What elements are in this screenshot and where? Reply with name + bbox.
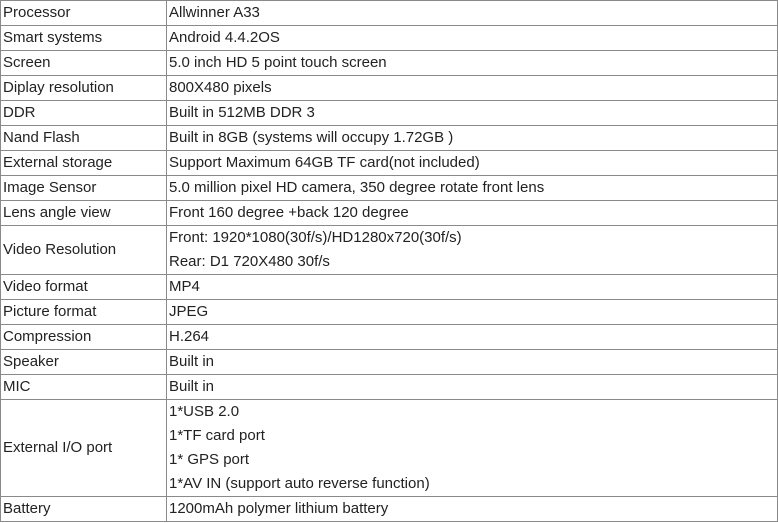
spec-value [167, 400, 778, 497]
spec-label: Processor [1, 1, 167, 26]
spec-row-nand-flash [1, 126, 778, 151]
spec-label: External storage [1, 151, 167, 176]
spec-value: Android 4.4.2OS [167, 26, 778, 51]
spec-label: MIC [1, 375, 167, 400]
spec-label: Speaker [1, 350, 167, 375]
spec-row-video-format [1, 275, 778, 300]
spec-value: Built in [167, 375, 778, 400]
spec-row-battery [1, 497, 778, 522]
spec-row-mic [1, 375, 778, 400]
spec-value: JPEG [167, 300, 778, 325]
spec-value: Support Maximum 64GB TF card(not included) [167, 151, 778, 176]
spec-value-line: 1*USB 2.0 [169, 403, 240, 420]
spec-value: 800X480 pixels [167, 76, 778, 101]
spec-row-screen [1, 51, 778, 76]
spec-value: Allwinner A33 [167, 1, 778, 26]
spec-label: Video Resolution [1, 226, 167, 275]
spec-row-compression [1, 325, 778, 350]
spec-label: Image Sensor [1, 176, 167, 201]
spec-label: Screen [1, 51, 167, 76]
spec-label: Nand Flash [1, 126, 167, 151]
spec-value: H.264 [167, 325, 778, 350]
spec-row-external-storage [1, 151, 778, 176]
spec-value: Built in 8GB (systems will occupy 1.72GB ) [167, 126, 778, 151]
spec-row-smart-systems [1, 26, 778, 51]
spec-value [167, 226, 778, 275]
spec-value: Front 160 degree +back 120 degree [167, 201, 778, 226]
spec-table-body [1, 1, 778, 522]
spec-label: Battery [1, 497, 167, 522]
spec-row-video-resolution [1, 226, 778, 275]
spec-value-line: Front: 1920*1080(30f/s)/HD1280x720(30f/s) [169, 229, 462, 246]
spec-row-image-sensor [1, 176, 778, 201]
spec-value: 5.0 million pixel HD camera, 350 degree rotate front lens [167, 176, 778, 201]
spec-value: 5.0 inch HD 5 point touch screen [167, 51, 778, 76]
spec-label: External I/O port [1, 400, 167, 497]
spec-value-line: 1*AV IN (support auto reverse function) [169, 475, 430, 492]
spec-row-display-resolution [1, 76, 778, 101]
spec-value: 1200mAh polymer lithium battery [167, 497, 778, 522]
spec-row-speaker [1, 350, 778, 375]
spec-row-picture-format [1, 300, 778, 325]
spec-label: Lens angle view [1, 201, 167, 226]
spec-value-line: 1* GPS port [169, 451, 250, 468]
spec-label: Compression [1, 325, 167, 350]
spec-row-ddr [1, 101, 778, 126]
spec-row-processor [1, 1, 778, 26]
spec-value: Built in 512MB DDR 3 [167, 101, 778, 126]
spec-label: DDR [1, 101, 167, 126]
spec-row-lens-angle-view [1, 201, 778, 226]
spec-value: Built in [167, 350, 778, 375]
spec-value-line: 1*TF card port [169, 427, 265, 444]
spec-label: Smart systems [1, 26, 167, 51]
spec-value-line: Rear: D1 720X480 30f/s [169, 253, 330, 270]
spec-value: MP4 [167, 275, 778, 300]
spec-row-external-io-port [1, 400, 778, 497]
spec-label: Video format [1, 275, 167, 300]
spec-label: Diplay resolution [1, 76, 167, 101]
spec-label: Picture format [1, 300, 167, 325]
